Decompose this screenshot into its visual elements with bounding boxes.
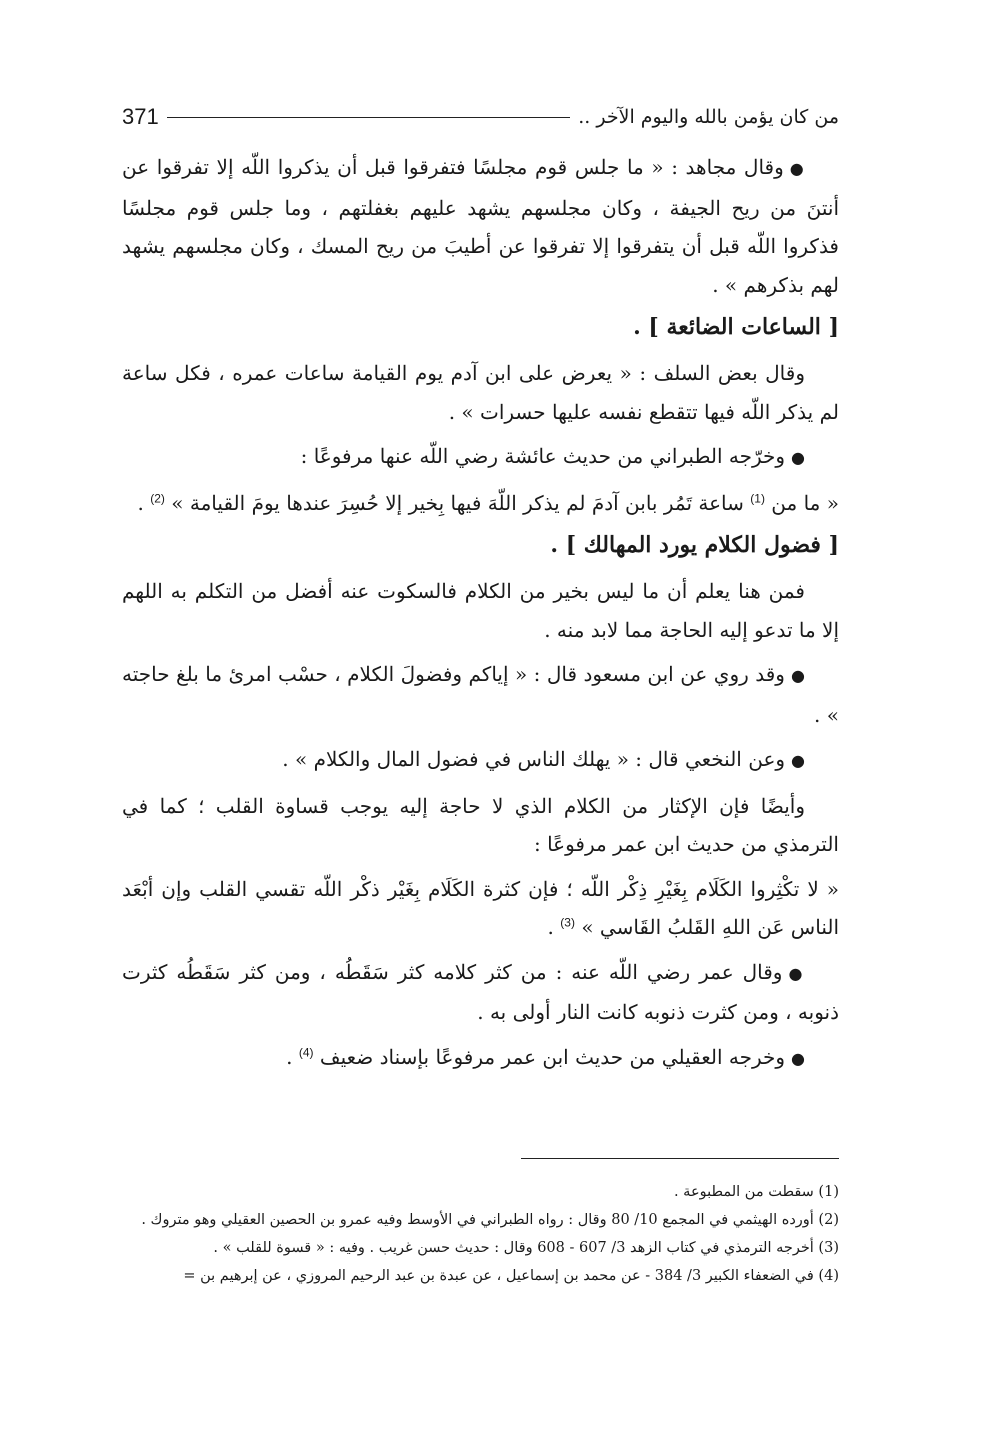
footnote-2: (2) أورده الهيثمي في المجمع 10/ 80 وقال : رواه الطبراني في الأوسط وفيه عمرو بن الحصين العقيلي وهو متروك . — [141, 1212, 839, 1228]
paragraph-hadith-aisha: « ما من $^{(1)}$ ساعة تَمُر بابن آدمَ لم يذكر اللّهَ فيها بِخير إلا حُسِرَ عندها يومَ القيامة » $^{(2)}$ . — [137, 490, 839, 515]
page-number: 371 — [122, 104, 159, 129]
footnotes — [105, 1178, 839, 1290]
header-rule — [167, 117, 571, 118]
paragraph-hadith-ibn-umar: « لا تكْثِروا الكَلَام بِغَيْرِ ذِكْر اللّه ؛ فإن كثرة الكَلَام بِغَيْر ذكْر اللّه تقسي القلب وإن أبْعَد الناس عَن اللهِ القَلبُ القَاسي » $^{(3)}$ . — [122, 876, 839, 939]
section-title-lost-hours: [ الساعات الضائعة ] . — [633, 314, 839, 340]
footnote-ref-4: (4) — [298, 1044, 314, 1059]
bullet-icon: ● — [791, 751, 805, 770]
paragraph-silence: فمن هنا يعلم أن ما ليس بخير من الكلام فالسكوت عنه أفضل من التكلم به اللهم إلا ما تدعو إليه الحاجة مما لابد منه . — [122, 579, 839, 642]
footnote-ref-1: (1) — [750, 490, 765, 505]
footnote-rule — [521, 1158, 839, 1159]
main-text — [122, 148, 839, 1084]
paragraph-umar: ●وقال عمر رضي اللّه عنه : من كثر كلامه كثر سَقَطُه ، ومن كثر سَقَطُه كثرت ذنوبه ، ومن كثرت ذنوبه كانت النار أولى به . — [122, 959, 839, 1024]
bullet-icon: ● — [791, 448, 805, 467]
paragraph-ibn-masud: ●وقد روي عن ابن مسعود قال : « إياكم وفضولَ الكلام ، حسْب امرئ ما بلغ حاجته » . — [122, 662, 839, 727]
running-header — [122, 100, 839, 134]
footnote-4: (4) في الضعفاء الكبير 3/ 384 - عن محمد بن إسماعيل ، عن عبدة بن عبد الرحيم المروزي ، عن إبرهيم بن = — [183, 1268, 839, 1284]
running-title: من كان يؤمن بالله واليوم الآخر .. — [578, 106, 839, 128]
bullet-icon: ● — [790, 666, 805, 685]
paragraph-mujahid: ●وقال مجاهد : « ما جلس قوم مجلسًا فتفرقوا قبل أن يذكروا اللّه إلا تفرقوا عن أنتنَ من ريح الجيفة ، وكان مجلسهم يشهد عليهم بغفلتهم ، وما جلس قوم مجلسًا فذكروا اللّه قبل أن يتفرقوا إلا تفرقوا عن أطيبَ من ريح المسك ، وكان مجلسهم يشهد لهم بذكرهم » . — [122, 155, 839, 297]
paragraph-tabarani: ●وخرّجه الطبراني من حديث عائشة رضي اللّه عنها مرفوعًا : — [300, 444, 805, 468]
footnote-ref-2: (2) — [150, 490, 165, 505]
paragraph-salaf: وقال بعض السلف : « يعرض على ابن آدم يوم القيامة ساعات عمره ، فكل ساعة لم يذكر اللّه فيها تتقطع نفسه عليها حسرات » . — [122, 361, 839, 424]
bullet-icon: ● — [791, 1048, 805, 1068]
paragraph-tirmidhi: وأيضًا فإن الإكثار من الكلام الذي لا حاجة إليه يوجب قساوة القلب ؛ كما في الترمذي من حديث ابن عمر مرفوعًا : — [122, 793, 839, 856]
bullet-icon: ● — [788, 963, 805, 983]
footnote-ref-3: (3) — [560, 915, 575, 930]
footnote-1: (1) سقطت من المطبوعة . — [673, 1184, 839, 1200]
section-title-excess-speech: [ فضول الكلام يورد المهالك ] . — [550, 532, 839, 558]
paragraph-uqaili: ●وخرجه العقيلي من حديث ابن عمر مرفوعًا بإسناد ضعيف $^{(4)}$ . — [286, 1044, 805, 1069]
bullet-icon: ● — [789, 159, 805, 178]
footnote-3: (3) أخرجه الترمذي في كتاب الزهد 3/ 607 - 608 وقال : حديث حسن غريب . وفيه : « قسوة للقلب » . — [213, 1240, 839, 1256]
paragraph-nakhai: ●وعن النخعي قال : « يهلك الناس في فضول المال والكلام » . — [282, 747, 805, 771]
